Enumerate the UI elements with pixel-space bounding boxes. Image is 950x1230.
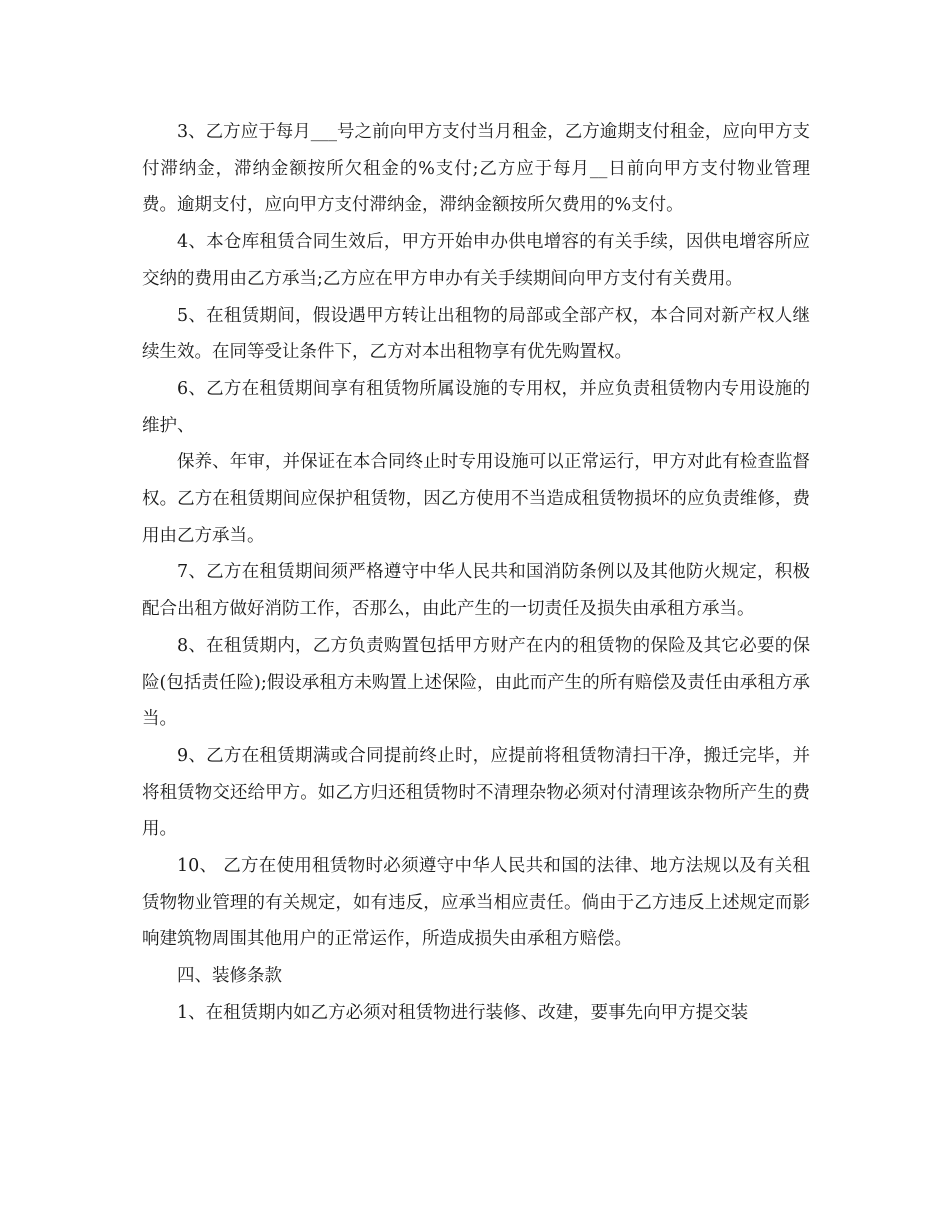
clause-6-continued: 保养、年审，并保证在本合同终止时专用设施可以正常运行，甲方对此有检查监督权。乙方在租赁期间应保护租赁物，因乙方使用不当造成租赁物损坏的应负责维修，费用由乙方承当。 (142, 452, 810, 546)
section-heading-renovation: 四、装修条款 (177, 966, 282, 987)
clause-6-facility-rights: 6、乙方在租赁期间享有租赁物所属设施的专用权，并应负责租赁物内专用设施的维护、 (142, 378, 810, 436)
clause-9-lease-end: 9、乙方在租赁期满或合同提前终止时，应提前将租赁物清扫干净，搬迁完毕，并将租赁物交还给甲方。如乙方归还租赁物时不清理杂物必须对付清理该杂物所产生的费用。 (142, 745, 810, 840)
clause-3-rent-payment: 3、乙方应于每月___号之前向甲方支付当月租金，乙方逾期支付租金，应向甲方支付滞纳金，滞纳金额按所欠租金的%支付;乙方应于每月__日前向甲方支付物业管理费。逾期支付，应向甲方支付滞纳金，滞纳金额按所欠费用的%支付。 (142, 122, 810, 216)
clause-5-property-transfer: 5、在租赁期间，假设遇甲方转让出租物的局部或全部产权，本合同对新产权人继续生效。在同等受让条件下，乙方对本出租物享有优先购置权。 (142, 305, 810, 363)
document-page (142, 114, 810, 1032)
clause-7-fire-safety: 7、乙方在租赁期间须严格遵守中华人民共和国消防条例以及其他防火规定，积极配合出租方做好消防工作，否那么，由此产生的一切责任及损失由承租方承当。 (142, 562, 810, 620)
clause-8-insurance: 8、在租赁期内，乙方负责购置包括甲方财产在内的租赁物的保险及其它必要的保险(包括责任险);假设承租方未购置上述保险，由此而产生的所有赔偿及责任由承租方承当。 (142, 635, 810, 730)
clause-4-power-capacity: 4、本仓库租赁合同生效后，甲方开始申办供电增容的有关手续，因供电增容所应交纳的费用由乙方承当;乙方应在甲方申办有关手续期间向甲方支付有关费用。 (142, 232, 810, 289)
renovation-clause-1: 1、在租赁期内如乙方必须对租赁物进行装修、改建，要事先向甲方提交装 (177, 1002, 749, 1023)
clause-10-compliance: 10、 乙方在使用租赁物时必须遵守中华人民共和国的法律、地方法规以及有关租赁物物业管理的有关规定，如有违反，应承当相应责任。倘由于乙方违反上述规定而影响建筑物周围其他用户的正常运作，所造成损失由承租方赔偿。 (142, 856, 810, 950)
